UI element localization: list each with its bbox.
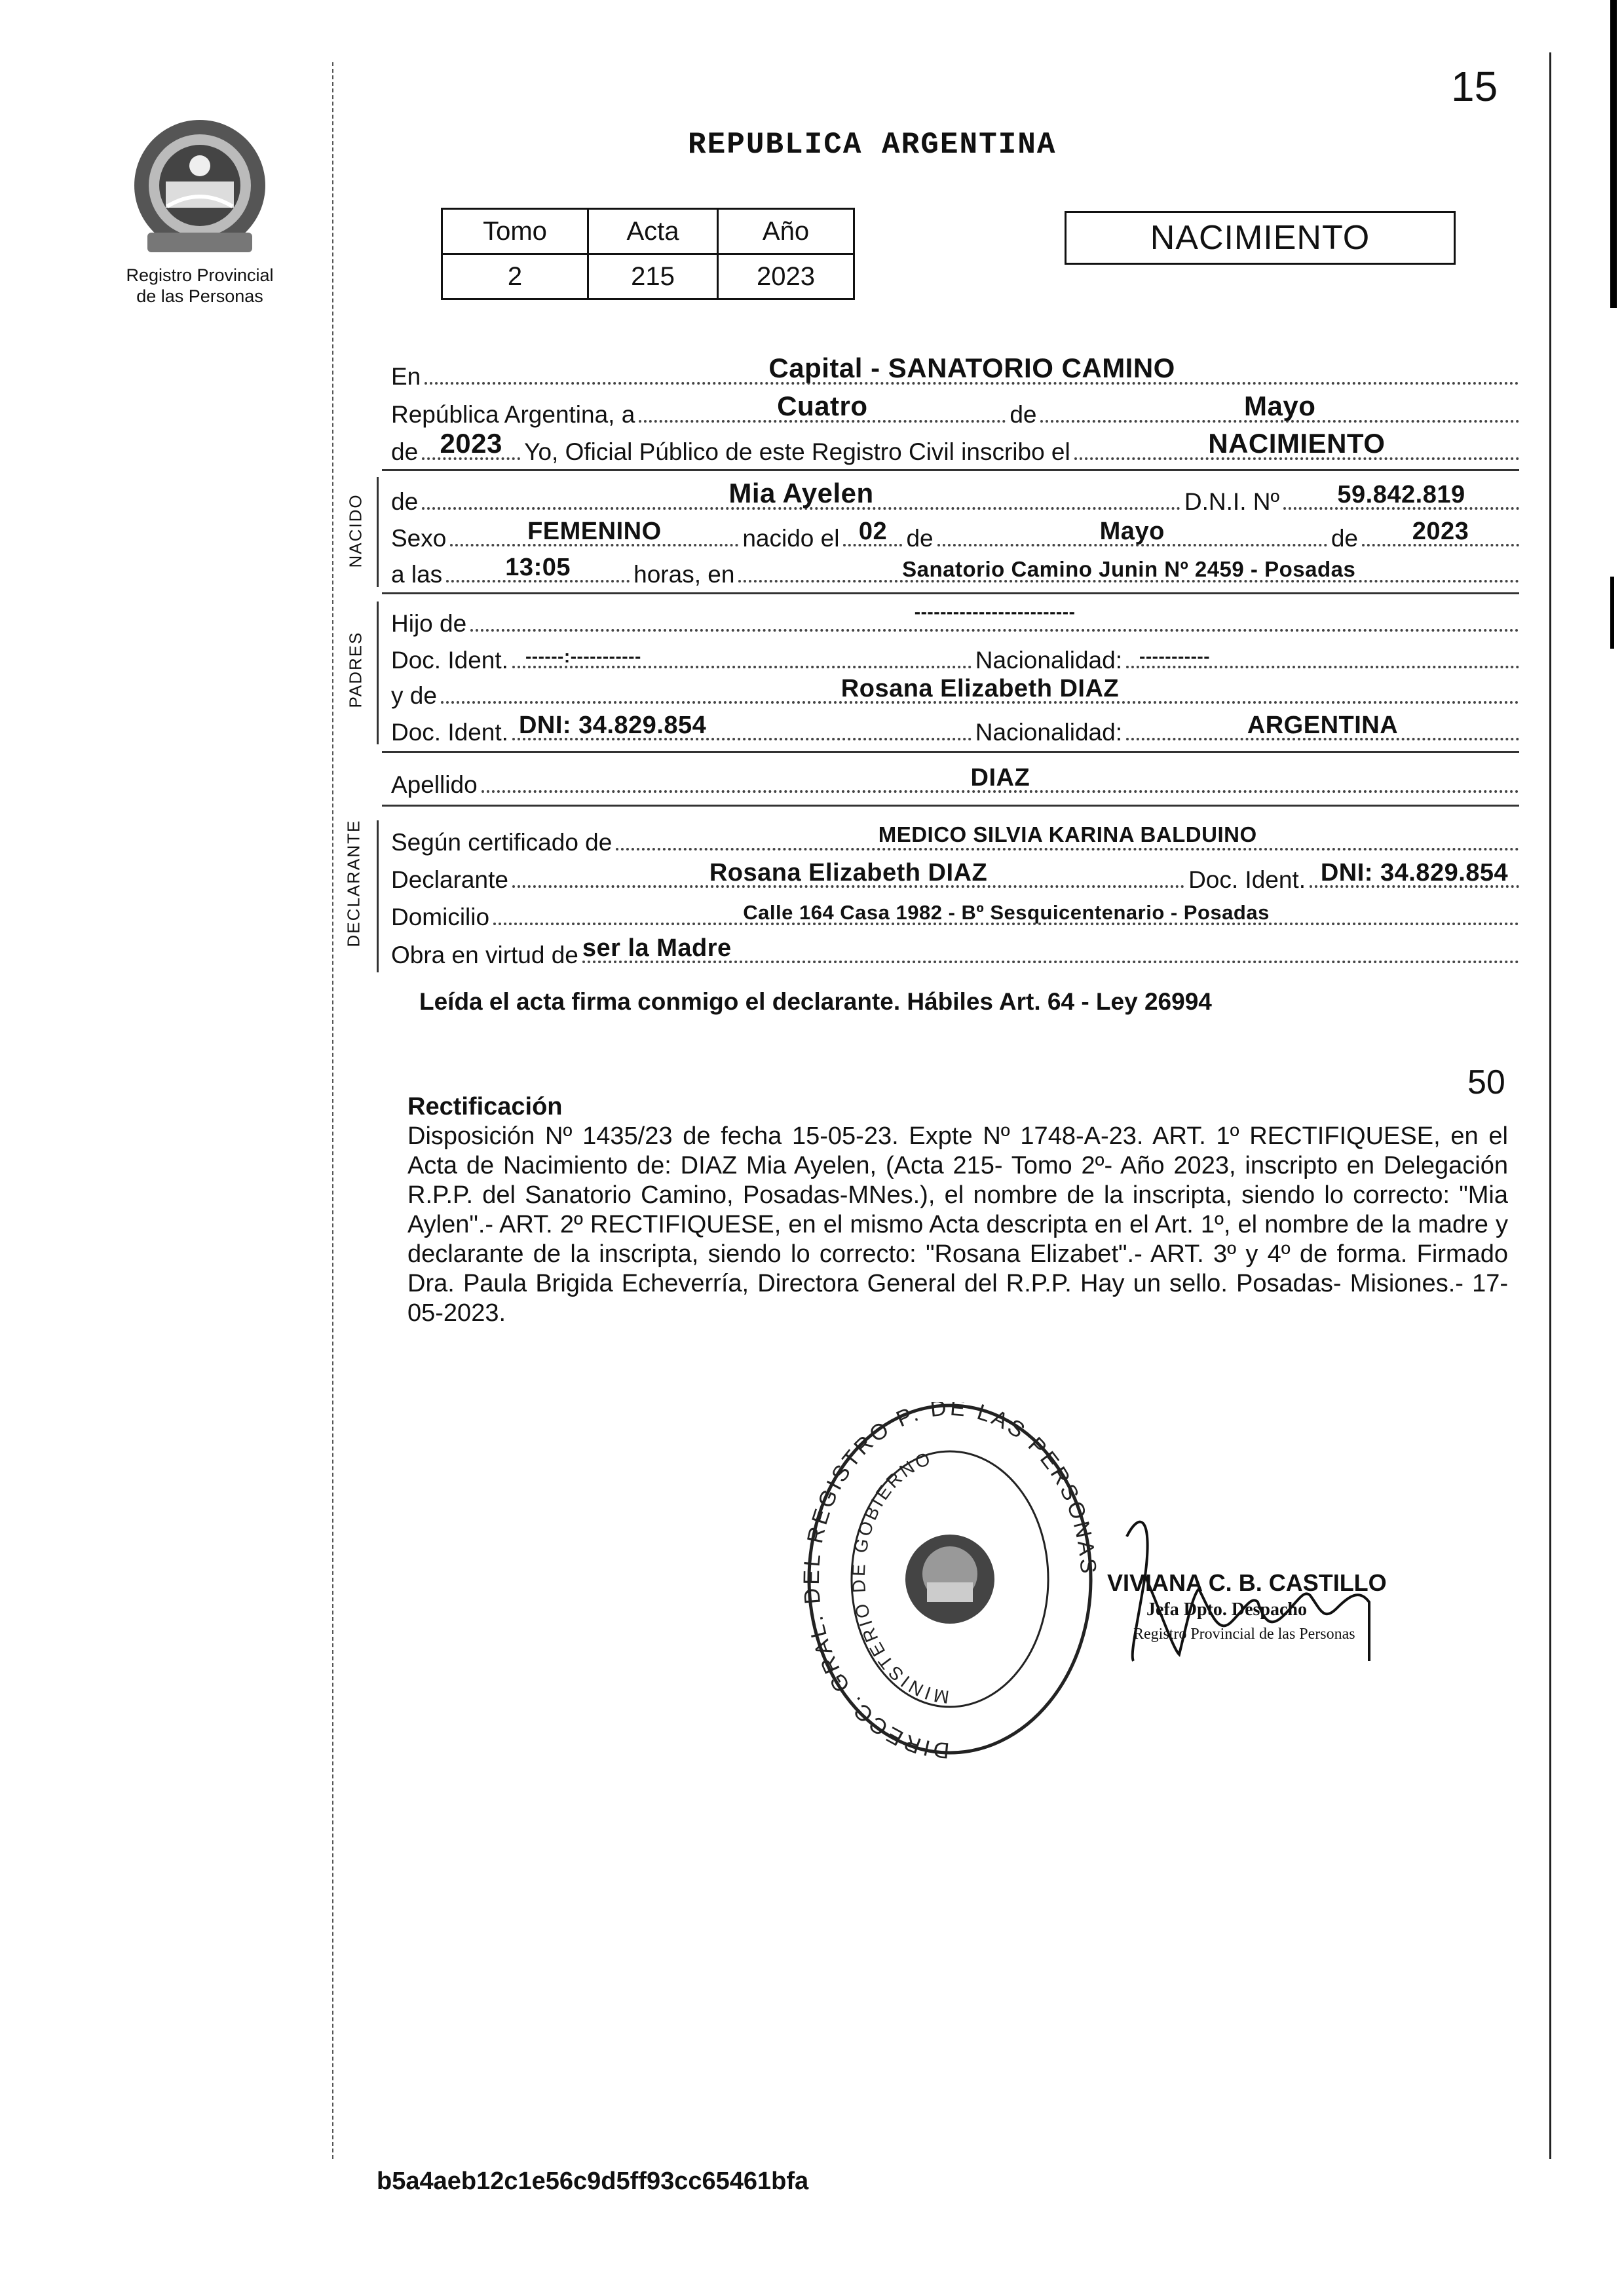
- sexo-label: Sexo: [391, 525, 447, 552]
- lugar-field: [738, 555, 1519, 586]
- logo-caption-line1: Registro Provincial: [126, 265, 274, 285]
- de-label-2: de: [391, 438, 419, 465]
- record-type-box: NACIMIENTO: [1065, 211, 1456, 265]
- padre-nac-value: -----------: [1139, 646, 1211, 666]
- obra-value: ser la Madre: [582, 934, 732, 962]
- declarante-section-bar: [377, 820, 379, 972]
- separator-4: [382, 805, 1519, 807]
- record-table: [441, 208, 855, 300]
- en-field: [425, 353, 1519, 389]
- obra-label: Obra en virtud de: [391, 942, 578, 968]
- rectificacion-text: Disposición Nº 1435/23 de fecha 15-05-23. Expte Nº 1748-A-23. ART. 1º RECTIFIQUESE, en el Acta de Nacimiento de: DIAZ Mia Ayelen, (Acta 215- Tomo 2º- Año 2023, inscripto en Delegación R.P.P. del Sanatorio Camino, Posadas-MNes.), el nombre de la inscripta, siendo lo correcto: "Mia Aylen".- ART. 2º RECTIFIQUESE, en el mismo Acta descripta en el Art. 1º, el nombre de la madre y declarante de la inscripta, siendo lo correcto: "Rosana Elizabet".- ART. 3º y 4º de forma. Firmado Dra. Paula Brigida Echeverría, Directora General del R.P.P. Hay un sello. Posadas- Misiones.- 17-05-2023.: [407, 1122, 1508, 1327]
- anio-nac-value: 2023: [1412, 518, 1469, 545]
- separator-1: [382, 469, 1519, 471]
- lugar-value: Sanatorio Camino Junin Nº 2459 - Posadas: [902, 557, 1356, 581]
- dia-field: [639, 391, 1006, 427]
- apellido-row: [391, 765, 1519, 797]
- mes-nac-value: Mayo: [1099, 518, 1165, 545]
- madre-row: [391, 676, 1519, 708]
- dia-nac-field: [843, 519, 902, 550]
- seal-inner-text: MINISTERIO DE GOBIERNO: [848, 1447, 951, 1708]
- padre-nac-label: Nacionalidad:: [975, 647, 1122, 674]
- right-margin-line: [1549, 52, 1551, 2159]
- declarante-section-label: DECLARANTE: [343, 819, 364, 947]
- stamp-line3: Registro Provincial de las Personas: [1133, 1626, 1355, 1643]
- officer-stamp: [1107, 1569, 1422, 1681]
- nacido-el-label: nacido el: [742, 525, 840, 552]
- madre-field: [441, 676, 1519, 708]
- page-number: 15: [1451, 63, 1498, 110]
- hijo-de-label: Hijo de: [391, 610, 467, 637]
- madre-doc-label: Doc. Ident.: [391, 719, 508, 746]
- nacido-nombre-row: [391, 478, 1519, 515]
- registry-seal-icon: [796, 1402, 1104, 1782]
- madre-doc-value: DNI: 34.829.854: [518, 712, 707, 739]
- hora-value: 13:05: [505, 554, 571, 581]
- obra-field: [582, 936, 1519, 967]
- sexo-value: FEMENINO: [527, 518, 662, 545]
- mes-field: [1040, 391, 1519, 427]
- madre-doc-field: [512, 713, 972, 744]
- nac-de-label: de: [906, 525, 934, 552]
- obra-row: [391, 936, 1519, 967]
- right-edge-bar: [1610, 0, 1617, 308]
- misiones-emblem-icon: [121, 108, 278, 265]
- padre-nac-field: [1126, 641, 1519, 672]
- en-label: En: [391, 363, 421, 390]
- acta-value: 215: [588, 254, 718, 299]
- tipo-field: [1074, 428, 1519, 464]
- padre-doc-row: [391, 641, 1519, 672]
- anio-header: Año: [718, 209, 854, 254]
- padre-doc-value: ------:-----------: [525, 646, 641, 666]
- apellido-value: DIAZ: [970, 764, 1030, 792]
- y-de-label: y de: [391, 682, 437, 709]
- domicilio-row: [391, 898, 1519, 929]
- padres-section-bar: [377, 602, 379, 744]
- madre-nac-field: [1126, 713, 1519, 744]
- acta-header: Acta: [588, 209, 718, 254]
- declarante-value: Rosana Elizabeth DIAZ: [709, 859, 988, 887]
- right-edge-bar-lower: [1610, 577, 1614, 649]
- nacido-sexo-row: [391, 519, 1519, 550]
- registry-logo: [121, 108, 278, 324]
- anio-value: 2023: [440, 428, 502, 459]
- declarante-field: [512, 860, 1184, 892]
- nacido-section-label: NACIDO: [345, 493, 366, 568]
- declarante-doc-label: Doc. Ident.: [1188, 866, 1306, 893]
- horas-en-label: horas, en: [633, 561, 735, 588]
- stamp-line1: VIVIANA C. B. CASTILLO: [1107, 1569, 1387, 1596]
- hora-field: [446, 555, 630, 586]
- separator-2: [382, 592, 1519, 594]
- republica-label: República Argentina, a: [391, 401, 635, 428]
- nacido-hora-row: [391, 555, 1519, 586]
- dni-label: D.N.I. Nº: [1184, 488, 1279, 515]
- declarante-row: [391, 860, 1519, 892]
- anio-value: 2023: [718, 254, 854, 299]
- certificado-row: [391, 823, 1519, 854]
- tomo-value: 2: [442, 254, 588, 299]
- inscripcion-row: [391, 428, 1519, 465]
- oficial-text: Yo, Oficial Público de este Registro Civil inscribo el: [524, 438, 1070, 465]
- nombre-value: Mia Ayelen: [728, 478, 874, 508]
- record-table-value-row: [442, 254, 854, 299]
- padre-field: [470, 604, 1519, 636]
- declarante-doc-value: DNI: 34.829.854: [1320, 859, 1509, 887]
- certificado-field: [616, 823, 1519, 854]
- dia-nac-value: 02: [858, 518, 888, 545]
- official-seal: [796, 1402, 1104, 1782]
- nacido-de-label: de: [391, 488, 419, 515]
- fecha-row: [391, 391, 1519, 428]
- declarante-doc-field: [1310, 860, 1519, 892]
- tomo-header: Tomo: [442, 209, 588, 254]
- en-value: Capital - SANATORIO CAMINO: [768, 353, 1175, 383]
- seal-outer-text: DIRECC. GRAL. DEL REGISTRO P. DE LAS PERSONAS: [799, 1402, 1101, 1763]
- domicilio-value: Calle 164 Casa 1982 - Bº Sesquicentenario - Posadas: [743, 901, 1270, 924]
- nombre-field: [422, 478, 1180, 514]
- separator-3: [382, 751, 1519, 753]
- apellido-label: Apellido: [391, 771, 478, 798]
- nacido-section-bar: [377, 477, 379, 587]
- madre-nac-value: ARGENTINA: [1247, 712, 1399, 739]
- record-table-header-row: [442, 209, 854, 254]
- document-hash: b5a4aeb12c1e56c9d5ff93cc65461bfa: [377, 2168, 809, 2195]
- en-row: [391, 353, 1519, 390]
- madre-doc-row: [391, 713, 1519, 744]
- signature-icon: [1068, 1497, 1382, 1668]
- leida-text: Leída el acta firma conmigo el declarante. Hábiles Art. 64 - Ley 26994: [419, 988, 1212, 1015]
- padre-value: -------------------------: [914, 602, 1076, 622]
- left-margin-line: [332, 62, 333, 2159]
- document-title: REPUBLICA ARGENTINA: [688, 128, 1057, 162]
- margin-number: 50: [1467, 1063, 1505, 1101]
- domicilio-field: [493, 898, 1519, 929]
- mes-value: Mayo: [1244, 391, 1316, 421]
- mes-nac-field: [937, 519, 1327, 550]
- madre-value: Rosana Elizabeth DIAZ: [840, 675, 1120, 702]
- sexo-field: [450, 519, 738, 550]
- declarante-label: Declarante: [391, 866, 508, 893]
- apellido-field: [482, 765, 1519, 797]
- anio-nac-field: [1362, 519, 1519, 550]
- domicilio-label: Domicilio: [391, 904, 490, 930]
- logo-caption-line2: de las Personas: [136, 286, 263, 306]
- de-label: de: [1010, 401, 1037, 428]
- tipo-value: NACIMIENTO: [1208, 428, 1386, 459]
- dni-field: [1283, 482, 1519, 514]
- certificado-value: MEDICO SILVIA KARINA BALDUINO: [878, 822, 1257, 847]
- padre-doc-field: [512, 641, 972, 672]
- nac-de-label-2: de: [1331, 525, 1358, 552]
- dni-value: 59.842.819: [1337, 481, 1465, 508]
- stamp-line2: Jefa Dpto. Despacho: [1146, 1599, 1307, 1620]
- padre-doc-label: Doc. Ident.: [391, 647, 508, 674]
- certificado-label: Según certificado de: [391, 829, 613, 856]
- hijo-de-row: [391, 604, 1519, 636]
- dia-value: Cuatro: [777, 391, 868, 421]
- padres-section-label: PADRES: [345, 631, 366, 708]
- hora-label: a las: [391, 561, 443, 588]
- madre-nac-label: Nacionalidad:: [975, 719, 1122, 746]
- rectificacion-title: Rectificación: [407, 1093, 563, 1120]
- anio-field: [422, 428, 520, 464]
